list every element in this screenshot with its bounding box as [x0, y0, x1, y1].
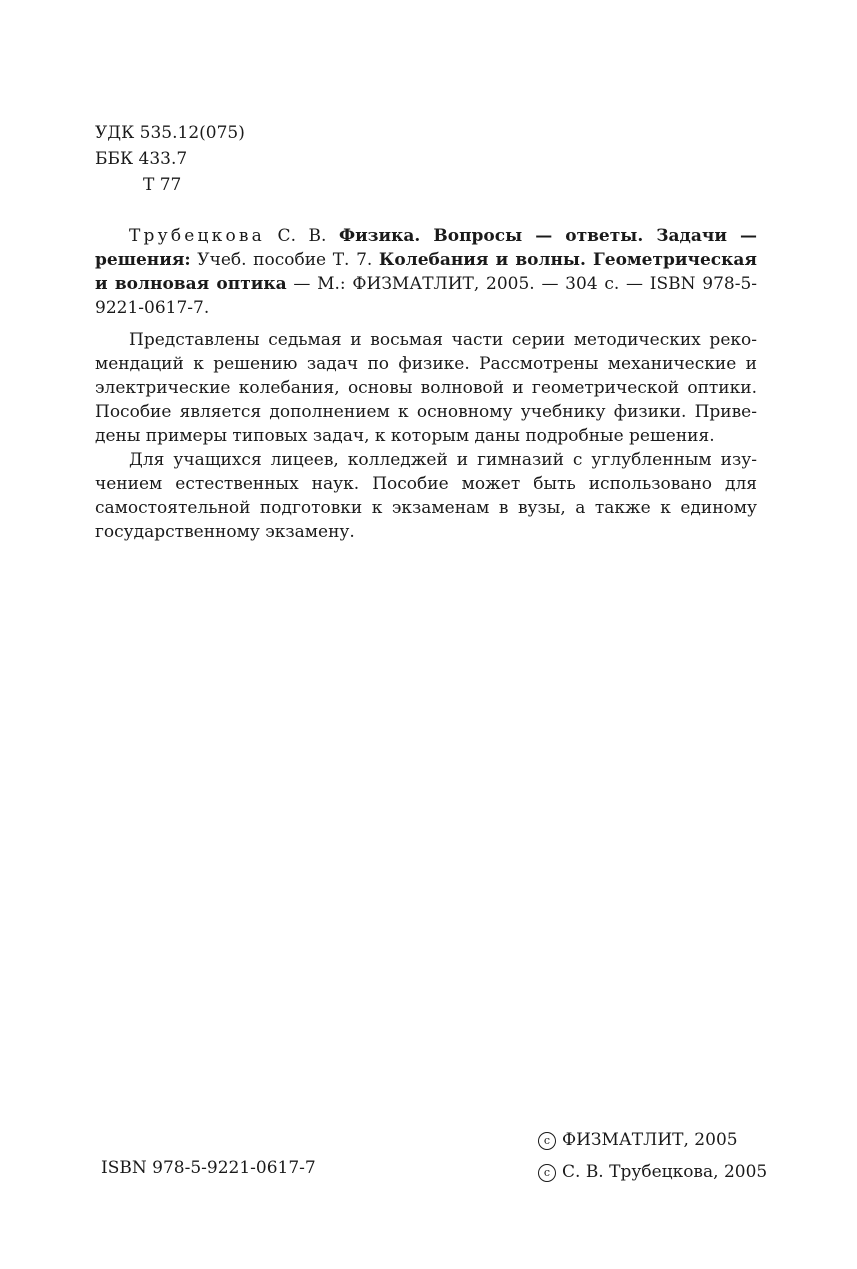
annotation-paragraph-1: Представлены седьмая и восьмая части серии методических рекомендаций к решению задач по физике. Рассмотрены механические и электрические колебания, основы волновой и геометрической оптики. Пособие является дополнением к основному учебнику физики. Приведены примеры типовых задач, к которым даны подробные решения. — [95, 330, 757, 446]
copyright-publisher-row — [538, 1124, 767, 1156]
bbk-code: ББК 433.7 — [95, 149, 188, 169]
series-info: Учеб. пособие Т. 7. — [190, 250, 379, 270]
classification-codes — [95, 120, 245, 198]
author-initials: С. В. — [265, 226, 339, 246]
copyright-icon: c — [538, 1132, 556, 1150]
volume-subtitle: Колебания и волны. Геометрическая и волновая оптика — [95, 250, 757, 294]
copyright-author: С. В. Трубецкова, 2005 — [562, 1162, 768, 1182]
author-name: Трубецкова — [129, 226, 266, 246]
imprint-info: — М.: ФИЗМАТЛИТ, 2005. — 304 с. — ISBN 978-5-9221-0617-7. — [95, 274, 757, 318]
isbn-footer: ISBN 978-5-9221-0617-7 — [101, 1158, 316, 1178]
annotation-paragraph-2: Для учащихся лицеев, колледжей и гимназий с углубленным изучением естественных наук. Пособие может быть использовано для самостоятельной подготовки к экзаменам в вузы, а также к единому государственному экзамену. — [95, 450, 757, 542]
udk-code: УДК 535.12(075) — [95, 123, 245, 143]
copyright-icon: c — [538, 1164, 556, 1182]
copyright-author-row — [538, 1156, 767, 1188]
book-title: Физика. Вопросы — ответы. Задачи — решения: — [95, 226, 757, 270]
bibliographic-paragraph — [95, 224, 757, 320]
author-mark: Т 77 — [143, 175, 182, 195]
copyright-publisher: ФИЗМАТЛИТ, 2005 — [562, 1130, 738, 1150]
bibliographic-record — [95, 224, 757, 320]
copyright-block — [538, 1124, 767, 1188]
annotation — [95, 328, 757, 544]
